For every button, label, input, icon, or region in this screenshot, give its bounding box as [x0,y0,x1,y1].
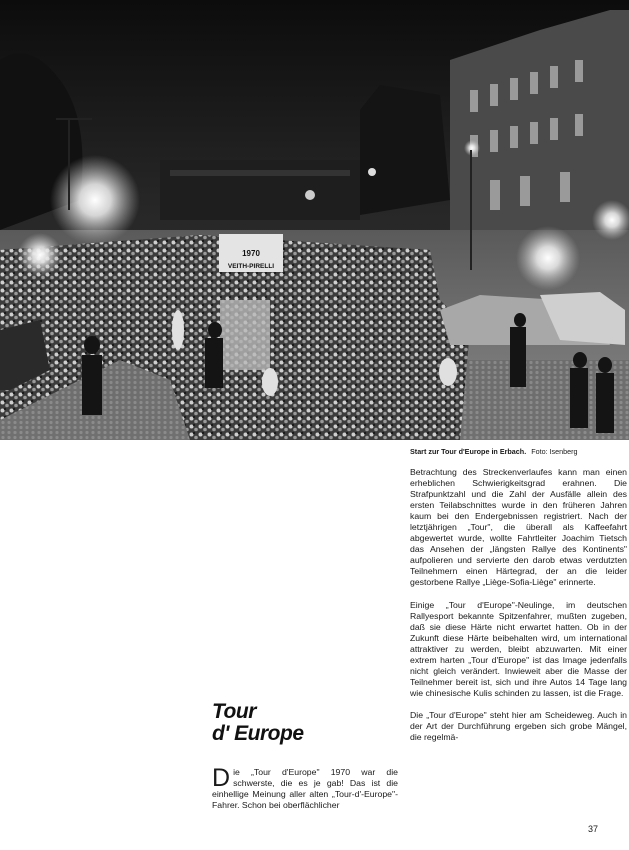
headline-line-2: d' Europe [212,722,304,745]
paragraph-1: Betrachtung des Streckenverlaufes kann man einen erheblichen Schwierigkeitsgrad erahnen. Die Strafpunktzahl und die Zahl der Ausfälle allein des ersten Teilabschnittes wurde in den früheren Jahren kaum bei den Endergebnissen registriert. Nach der letztjährigen „Tour", die überall als Kaffeefahrt abgewertet wurde, wollte Fahrtleiter Joachim Tietsch das Ansehen der „längsten Rallye des Kontinents" aufpolieren und servierte den darob etwas verdutzten Teilnehmern einen Härtegrad, der an die leider gestorbene Rallye „Liège-Sofia-Liège" erinnerte. [410,467,627,588]
banner-sponsor: VEITH-PIRELLI [227,263,275,270]
article-headline [212,701,304,745]
article-left-column [212,764,398,811]
caption-text: Start zur Tour d'Europe in Erbach. [410,447,527,456]
intro-text: ie „Tour d'Europe" 1970 war die schwerste, die es je gab! Das ist die einhellige Meinung aller alten „Tour-d'-Europe"-Fahrer. Schon bei oberflächlicher [212,767,398,811]
paragraph-3: Die „Tour d'Europe" steht hier am Scheideweg. Auch in der Art der Durchführung ergeben sich grobe Mängel, die regelmä- [410,709,627,743]
article-right-column [410,467,627,743]
photo-caption [410,447,625,456]
photo-credit: Foto: Isenberg [531,447,578,456]
drop-cap: D [212,764,231,792]
headline-line-1: Tour [212,700,256,723]
banner-year: 1970 [242,249,260,258]
paragraph-2: Einige „Tour d'Europe"-Neulinge, im deutschen Rallyesport bekannte Spitzenfahrer, mußten zugeben, daß sie diese Härte nicht erwartet hatten. Ob in der Zukunft diese Härte beibehalten wird, um international attraktiver zu werden, bleibt abzuwarten. Mit einer extrem harten „Tour d'Europe" ist das Image jedenfalls nicht gleich verändert. Inwieweit aber die Masse der Teilnehmer bereit ist, sich und ihre Autos 14 Tage lang wie chinesische Kulis schinden zu lassen, ist die Frage. [410,599,627,698]
page-number: 37 [588,824,599,834]
